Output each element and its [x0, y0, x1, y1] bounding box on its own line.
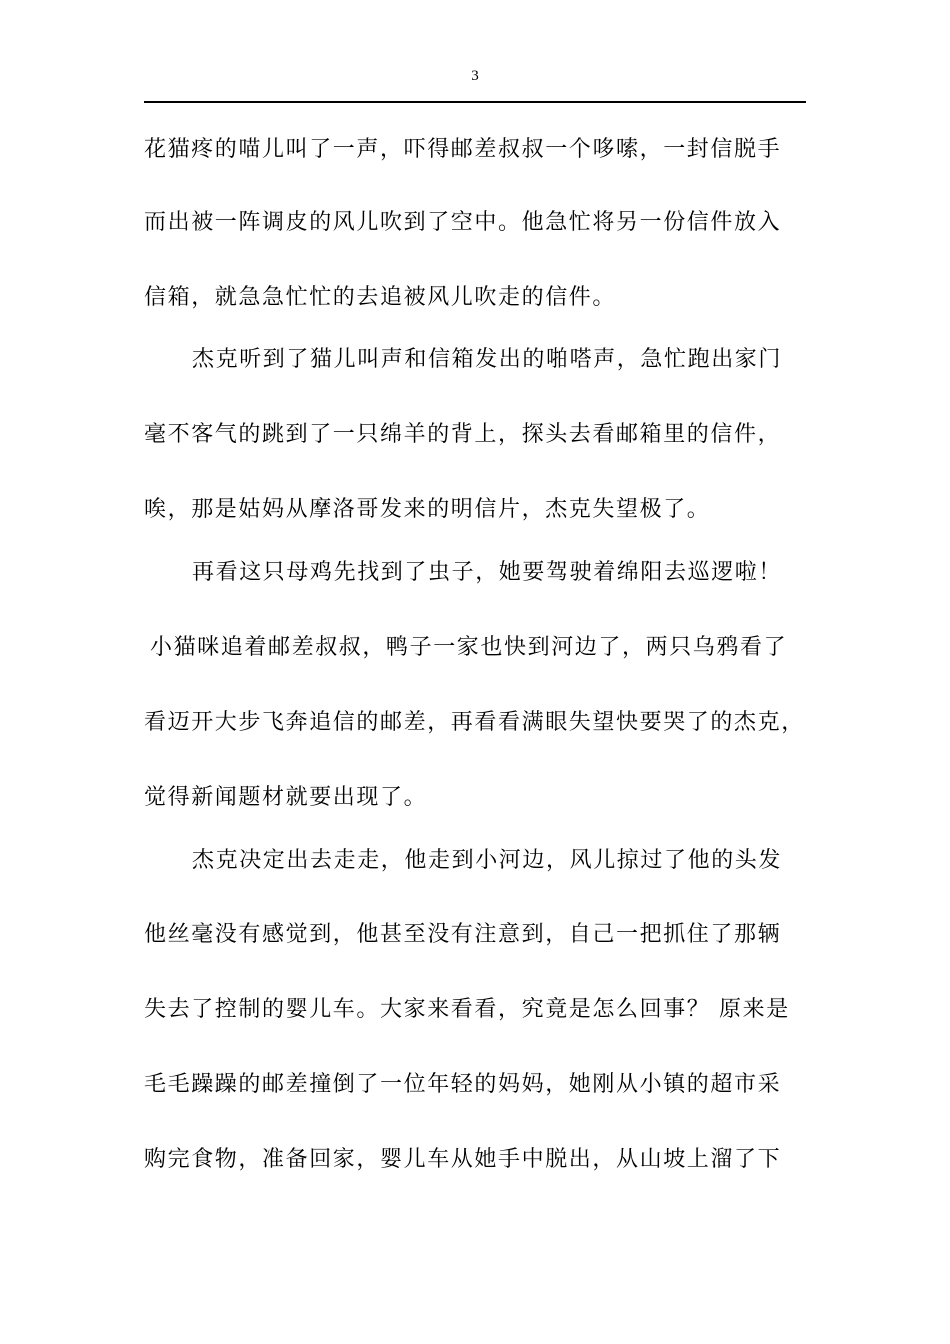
- text-line: 失去了控制的婴儿车。大家来看看，究竟是怎么回事？ 原来是: [144, 997, 790, 1022]
- text-line: 他丝毫没有感觉到，他甚至没有注意到，自己一把抓住了那辆: [144, 922, 782, 947]
- paragraph-first-line: 杰克决定出去走走，他走到小河边，风儿掠过了他的头发: [192, 848, 783, 873]
- page-number: 3: [471, 68, 479, 84]
- text-line: 毛毛躁躁的邮差撞倒了一位年轻的妈妈，她刚从小镇的超市采: [144, 1072, 782, 1097]
- text-line: 购完食物，准备回家，婴儿车从她手中脱出，从山坡上溜了下: [144, 1147, 782, 1172]
- text-line: 信箱，就急急忙忙的去追被风儿吹走的信件。: [144, 285, 617, 310]
- text-line: 唉，那是姑妈从摩洛哥发来的明信片，杰克失望极了。: [144, 497, 711, 522]
- text-line: 看迈开大步飞奔追信的邮差，再看看满眼失望快要哭了的杰克，: [144, 710, 805, 735]
- text-line: 毫不客气的跳到了一只绵羊的背上，探头去看邮箱里的信件，: [144, 422, 782, 447]
- paragraph-first-line: 再看这只母鸡先找到了虫子，她要驾驶着绵阳去巡逻啦！: [192, 560, 783, 585]
- header-rule: [144, 101, 806, 103]
- text-line: 花猫疼的喵儿叫了一声，吓得邮差叔叔一个哆嗦，一封信脱手: [144, 137, 782, 162]
- paragraph-first-line: 杰克听到了猫儿叫声和信箱发出的啪嗒声，急忙跑出家门: [192, 347, 783, 372]
- text-line: 小猫咪追着邮差叔叔，鸭子一家也快到河边了，两只乌鸦看了: [150, 635, 788, 660]
- text-line: 觉得新闻题材就要出现了。: [144, 785, 428, 810]
- text-line: 而出被一阵调皮的风儿吹到了空中。他急忙将另一份信件放入: [144, 210, 782, 235]
